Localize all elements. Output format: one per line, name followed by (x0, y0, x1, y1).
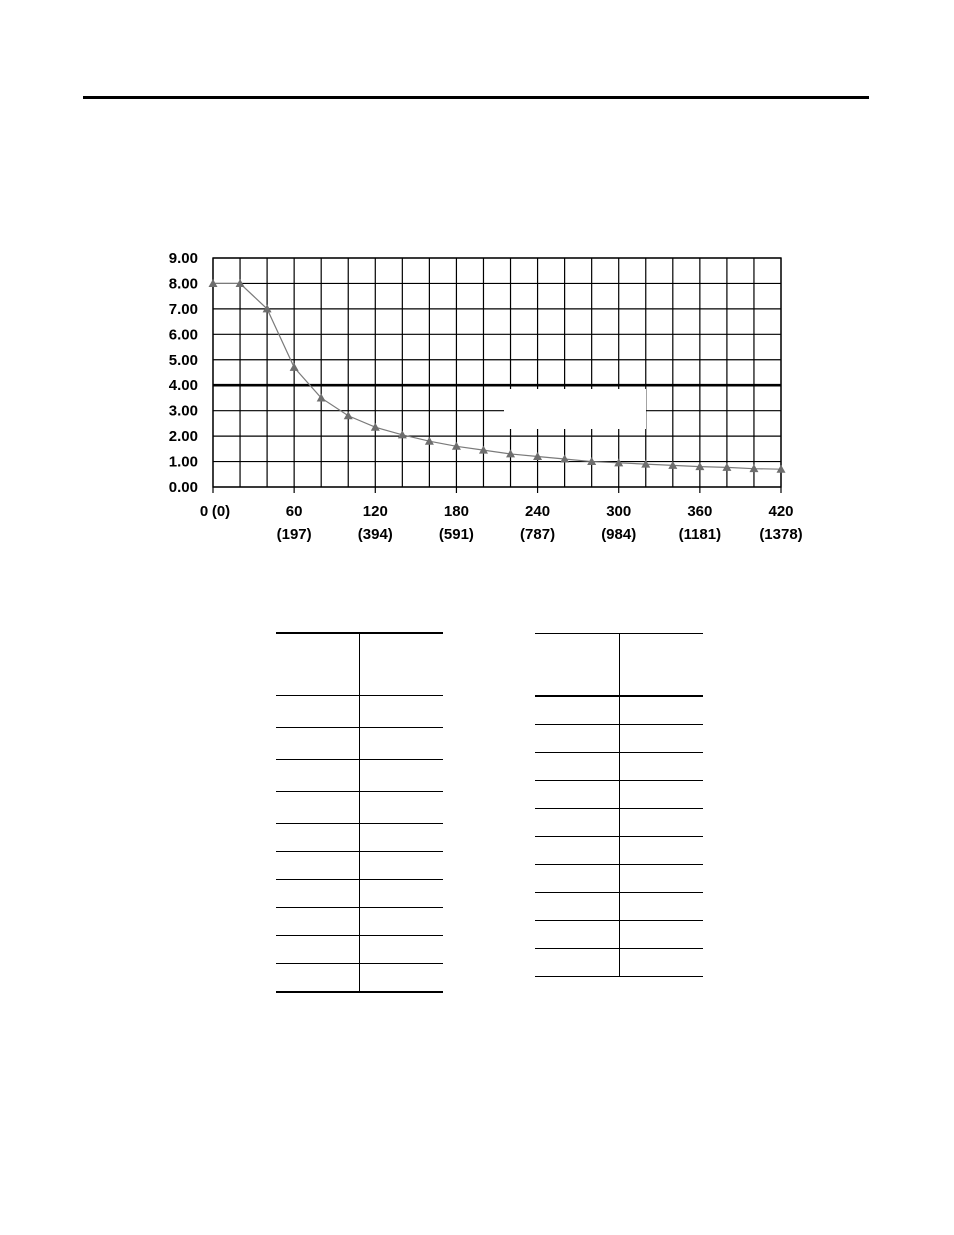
table-cell (360, 728, 444, 760)
table-cell (360, 852, 444, 880)
table-header-cell (535, 634, 619, 697)
x-tick-label: 120 (362, 503, 388, 520)
table-cell (276, 760, 360, 792)
data-point-marker (290, 363, 299, 371)
table-row (276, 824, 443, 852)
x-tick-label: 0 (199, 503, 209, 520)
table-cell (276, 824, 360, 852)
y-tick-label: 2.00 (168, 428, 198, 446)
table-cell (276, 964, 360, 993)
table-row (276, 880, 443, 908)
series-layer (209, 279, 786, 473)
table-cell (619, 837, 703, 865)
table-header-cell (619, 634, 703, 697)
y-tick-label: 3.00 (168, 402, 198, 420)
table-cell (276, 792, 360, 824)
x-tick-sublabel: (0) (211, 503, 231, 520)
x-tick-sublabel: (1378) (759, 526, 803, 543)
table-row (276, 696, 443, 728)
x-tick-label: 180 (443, 503, 469, 520)
table-cell (619, 696, 703, 725)
table-cell (360, 696, 444, 728)
y-tick-label: 7.00 (168, 300, 198, 318)
y-tick-label: 5.00 (168, 351, 198, 369)
table-cell (276, 696, 360, 728)
x-tick-sublabel: (197) (276, 526, 312, 543)
y-tick-label: 4.00 (168, 377, 198, 395)
y-tick-label: 9.00 (168, 250, 198, 267)
table-cell (619, 921, 703, 949)
y-tick-label: 8.00 (168, 275, 198, 293)
table-cell (360, 760, 444, 792)
x-tick-label: 240 (525, 503, 551, 520)
table-header-row (535, 634, 703, 697)
table-cell (360, 964, 444, 993)
table-row (276, 760, 443, 792)
table-row (276, 908, 443, 936)
table-row (535, 725, 703, 753)
table-row (535, 809, 703, 837)
table-row (276, 936, 443, 964)
table-cell (360, 880, 444, 908)
table-cell (535, 921, 619, 949)
table-row (276, 852, 443, 880)
x-tick-sublabel: (591) (438, 526, 474, 543)
table-cell (276, 908, 360, 936)
table-row (535, 865, 703, 893)
table-row (535, 893, 703, 921)
table-cell (360, 936, 444, 964)
table-cell (276, 852, 360, 880)
table-row (535, 837, 703, 865)
y-tick-label: 6.00 (168, 326, 198, 344)
data-table-right (535, 633, 703, 977)
table-cell (535, 893, 619, 921)
legend-box (504, 389, 646, 429)
table-row (535, 949, 703, 977)
table-cell (535, 809, 619, 837)
line-chart (0, 0, 954, 600)
table-cell (619, 865, 703, 893)
table-cell (619, 753, 703, 781)
data-table-left (276, 632, 443, 993)
table-cell (619, 725, 703, 753)
x-tick-sublabel: (984) (601, 526, 637, 543)
chart-grid (213, 258, 781, 493)
table-header-row (276, 633, 443, 696)
x-tick-label: 60 (285, 503, 303, 520)
table-cell (360, 792, 444, 824)
table-cell (276, 936, 360, 964)
table-cell (535, 725, 619, 753)
table-row (535, 696, 703, 725)
x-axis-ticks (200, 503, 803, 543)
table-cell (535, 837, 619, 865)
table-cell (276, 728, 360, 760)
x-tick-sublabel: (1181) (678, 526, 722, 543)
table-cell (535, 949, 619, 977)
table-row (276, 964, 443, 993)
y-tick-label: 0.00 (168, 479, 198, 496)
table-cell (619, 781, 703, 809)
table-cell (619, 809, 703, 837)
table-row (535, 921, 703, 949)
table-header-cell (360, 633, 444, 696)
data-point-marker (371, 423, 380, 431)
table-cell (619, 893, 703, 921)
table-cell (535, 865, 619, 893)
data-point-marker (344, 411, 353, 419)
table-cell (535, 696, 619, 725)
x-tick-label: 420 (768, 503, 794, 520)
table-row (276, 728, 443, 760)
series-line (213, 283, 781, 469)
table-row (535, 753, 703, 781)
y-axis-ticks (169, 250, 198, 496)
table-cell (276, 880, 360, 908)
x-tick-sublabel: (787) (520, 526, 556, 543)
table-row (535, 781, 703, 809)
table-cell (535, 753, 619, 781)
table-cell (360, 824, 444, 852)
table-cell (535, 781, 619, 809)
table-header-cell (276, 633, 360, 696)
x-tick-sublabel: (394) (357, 526, 393, 543)
x-tick-label: 360 (687, 503, 713, 520)
y-tick-label: 1.00 (168, 453, 198, 471)
table-cell (619, 949, 703, 977)
table-row (276, 792, 443, 824)
table-cell (360, 908, 444, 936)
x-tick-label: 300 (606, 503, 632, 520)
